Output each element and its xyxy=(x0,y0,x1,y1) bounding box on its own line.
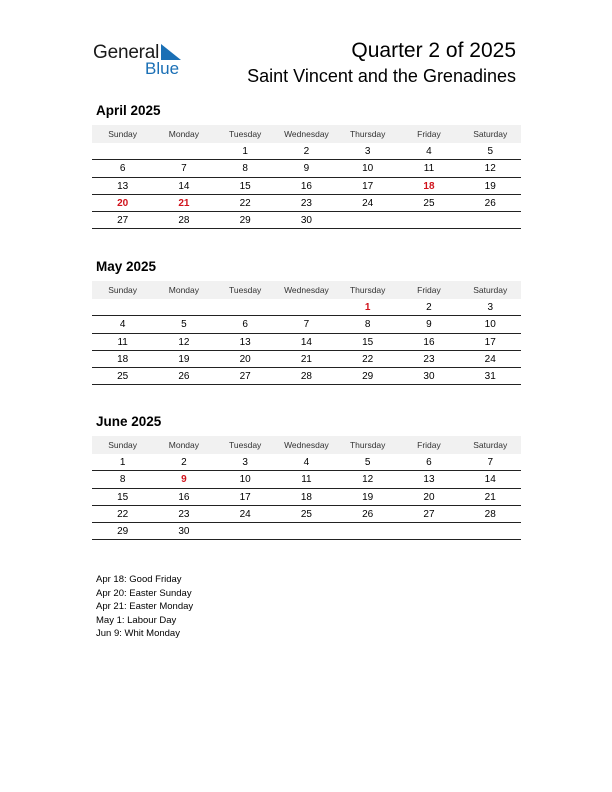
weekday-label: Saturday xyxy=(473,129,508,139)
weekday-label: Friday xyxy=(417,129,441,139)
day-cell: 24 xyxy=(484,353,496,365)
day-cell: 17 xyxy=(484,336,496,348)
day-cell: 24 xyxy=(362,197,374,209)
day-cell: 20 xyxy=(423,491,435,503)
weekday-label: Tuesday xyxy=(229,440,262,450)
weekday-label: Sunday xyxy=(108,285,138,295)
holiday-note: May 1: Labour Day xyxy=(96,614,177,626)
weekday-header xyxy=(92,125,521,143)
weekday-label: Monday xyxy=(168,440,200,450)
week-row xyxy=(92,212,521,229)
day-cell: 14 xyxy=(300,336,312,348)
week-row xyxy=(92,195,521,212)
weekday-label: Friday xyxy=(417,440,441,450)
day-cell: 12 xyxy=(362,474,374,486)
week-row xyxy=(92,299,521,316)
empty-day-cell xyxy=(153,299,214,315)
weekday-label: Wednesday xyxy=(284,285,329,295)
month-calendar-april xyxy=(92,103,521,229)
day-cell: 20 xyxy=(117,197,129,209)
weekday-label: Monday xyxy=(168,285,200,295)
empty-day-cell xyxy=(398,523,459,539)
weekday-header xyxy=(92,436,521,454)
day-cell: 29 xyxy=(362,371,374,383)
weekday-label: Tuesday xyxy=(229,129,262,139)
day-cell: 27 xyxy=(117,215,129,227)
week-row xyxy=(92,143,521,160)
month-grid xyxy=(92,454,521,540)
empty-day-cell xyxy=(398,212,459,228)
day-cell: 19 xyxy=(484,180,496,192)
day-cell: 21 xyxy=(484,491,496,503)
day-cell: 23 xyxy=(178,508,190,520)
day-cell: 21 xyxy=(178,197,190,209)
day-cell: 22 xyxy=(239,197,251,209)
empty-day-cell xyxy=(92,143,153,159)
day-cell: 6 xyxy=(119,163,126,175)
week-row xyxy=(92,454,521,471)
logo-triangle-icon xyxy=(161,44,183,60)
day-cell: 9 xyxy=(426,319,432,331)
day-cell: 4 xyxy=(426,146,432,157)
day-cell: 17 xyxy=(362,180,374,192)
day-cell: 28 xyxy=(300,371,312,383)
month-calendar-june xyxy=(92,414,521,540)
weekday-label: Wednesday xyxy=(284,129,329,139)
day-cell: 19 xyxy=(178,353,190,365)
weekday-header xyxy=(92,281,521,299)
day-cell: 13 xyxy=(239,336,251,348)
day-cell: 17 xyxy=(239,491,251,503)
holiday-note: Apr 18: Good Friday xyxy=(96,574,182,585)
empty-day-cell xyxy=(337,212,398,228)
day-cell: 30 xyxy=(423,371,435,383)
day-cell: 23 xyxy=(300,197,312,209)
day-cell: 8 xyxy=(364,319,371,331)
day-cell: 29 xyxy=(239,215,251,227)
day-cell: 9 xyxy=(181,474,187,486)
day-cell: 26 xyxy=(362,508,374,520)
holiday-note: Apr 20: Easter Sunday xyxy=(96,587,192,599)
day-cell: 25 xyxy=(117,371,129,383)
weekday-label: Saturday xyxy=(473,440,508,450)
weekday-label: Wednesday xyxy=(284,440,329,450)
week-row xyxy=(92,334,521,351)
day-cell: 12 xyxy=(484,163,496,175)
day-cell: 1 xyxy=(364,302,371,313)
day-cell: 22 xyxy=(362,353,374,365)
day-cell: 7 xyxy=(181,163,187,175)
day-cell: 29 xyxy=(117,526,129,538)
day-cell: 6 xyxy=(426,457,432,468)
holiday-list xyxy=(96,573,193,641)
day-cell: 2 xyxy=(181,457,187,468)
day-cell: 18 xyxy=(117,353,129,365)
day-cell: 14 xyxy=(178,180,190,192)
day-cell: 27 xyxy=(423,508,435,520)
week-row xyxy=(92,178,521,195)
week-row xyxy=(92,506,521,523)
day-cell: 7 xyxy=(303,319,310,331)
empty-day-cell xyxy=(215,299,276,315)
day-cell: 16 xyxy=(423,336,435,348)
day-cell: 9 xyxy=(303,163,310,175)
day-cell: 20 xyxy=(239,353,251,365)
empty-day-cell xyxy=(460,212,521,228)
day-cell: 8 xyxy=(119,474,126,486)
day-cell: 13 xyxy=(117,180,129,192)
generalblue-logo xyxy=(93,42,188,78)
weekday-label: Thursday xyxy=(349,440,386,450)
day-cell: 8 xyxy=(242,163,248,175)
month-title: April 2025 xyxy=(96,103,161,118)
day-cell: 26 xyxy=(178,371,190,383)
day-cell: 30 xyxy=(178,526,190,538)
day-cell: 30 xyxy=(300,215,312,227)
day-cell: 3 xyxy=(364,146,371,157)
day-cell: 15 xyxy=(117,491,129,503)
empty-day-cell xyxy=(337,523,398,539)
day-cell: 12 xyxy=(178,336,190,348)
day-cell: 5 xyxy=(364,457,371,468)
day-cell: 11 xyxy=(423,163,435,175)
day-cell: 14 xyxy=(484,474,496,486)
weekday-label: Monday xyxy=(168,129,200,139)
day-cell: 25 xyxy=(423,197,435,209)
day-cell: 18 xyxy=(300,491,312,503)
day-cell: 28 xyxy=(484,508,496,520)
weekday-label: Thursday xyxy=(349,285,386,295)
empty-day-cell xyxy=(276,299,337,315)
day-cell: 25 xyxy=(300,508,312,520)
day-cell: 7 xyxy=(487,457,493,468)
week-row xyxy=(92,368,521,385)
day-cell: 6 xyxy=(242,319,248,331)
day-cell: 21 xyxy=(300,353,312,365)
week-row xyxy=(92,160,521,177)
country-name: Saint Vincent and the Grenadines xyxy=(247,66,516,86)
day-cell: 10 xyxy=(484,319,496,331)
day-cell: 5 xyxy=(181,319,187,331)
day-cell: 11 xyxy=(117,336,128,348)
day-cell: 18 xyxy=(423,180,435,192)
month-grid xyxy=(92,299,521,385)
month-title: June 2025 xyxy=(96,414,162,429)
day-cell: 11 xyxy=(301,474,312,486)
day-cell: 22 xyxy=(117,508,129,520)
weekday-label: Saturday xyxy=(473,285,508,295)
day-cell: 5 xyxy=(487,146,493,157)
holiday-note: Jun 9: Whit Monday xyxy=(96,628,180,640)
page-title: Quarter 2 of 2025 xyxy=(351,39,516,62)
day-cell: 27 xyxy=(239,371,251,383)
empty-day-cell xyxy=(92,299,153,315)
day-cell: 26 xyxy=(484,197,496,209)
weekday-label: Tuesday xyxy=(229,285,262,295)
day-cell: 16 xyxy=(178,491,190,503)
empty-day-cell xyxy=(153,143,214,159)
week-row xyxy=(92,351,521,368)
day-cell: 16 xyxy=(300,180,312,192)
day-cell: 3 xyxy=(487,302,493,313)
day-cell: 2 xyxy=(426,302,432,313)
day-cell: 1 xyxy=(119,457,126,468)
day-cell: 1 xyxy=(242,146,248,157)
day-cell: 13 xyxy=(423,474,435,486)
day-cell: 10 xyxy=(362,163,374,175)
day-cell: 4 xyxy=(119,319,126,331)
logo-text-general: General xyxy=(93,42,160,63)
day-cell: 10 xyxy=(239,474,251,486)
day-cell: 15 xyxy=(362,336,374,348)
empty-day-cell xyxy=(276,523,337,539)
weekday-label: Friday xyxy=(417,285,441,295)
month-title: May 2025 xyxy=(96,259,157,274)
weekday-label: Sunday xyxy=(108,440,138,450)
week-row xyxy=(92,489,521,506)
day-cell: 3 xyxy=(242,457,248,468)
week-row xyxy=(92,523,521,540)
month-calendar-may xyxy=(92,259,521,385)
weekday-label: Thursday xyxy=(349,129,386,139)
empty-day-cell xyxy=(215,523,276,539)
logo-text-blue: Blue xyxy=(145,59,180,78)
week-row xyxy=(92,471,521,488)
day-cell: 31 xyxy=(484,371,496,383)
empty-day-cell xyxy=(460,523,521,539)
week-row xyxy=(92,316,521,333)
day-cell: 28 xyxy=(178,215,190,227)
month-grid xyxy=(92,143,521,229)
weekday-label: Sunday xyxy=(108,129,138,139)
day-cell: 4 xyxy=(303,457,310,468)
day-cell: 23 xyxy=(423,353,435,365)
day-cell: 15 xyxy=(239,180,251,192)
day-cell: 24 xyxy=(239,508,251,520)
day-cell: 2 xyxy=(303,146,310,157)
day-cell: 19 xyxy=(362,491,374,503)
holiday-note: Apr 21: Easter Monday xyxy=(96,601,194,613)
